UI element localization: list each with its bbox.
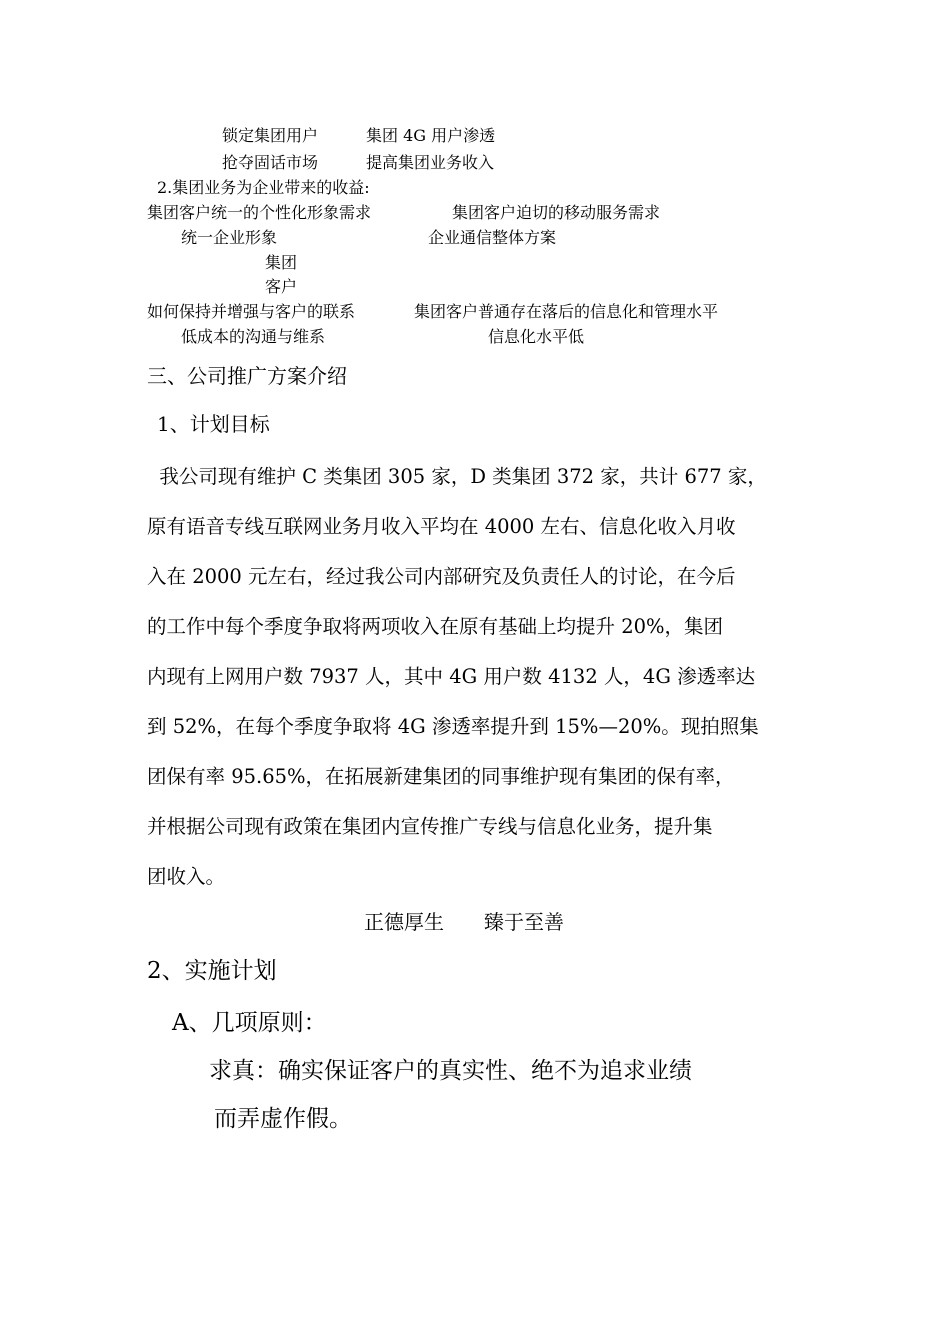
subsection-plan-goal: 1、计划目标 [157,412,270,436]
paragraph-line: 到 52%，在每个季度争取将 4G 渗透率提升到 15%—20%。现拍照集 [147,715,759,738]
principle-truth-line1: 求真：确实保证客户的真实性、绝不为追求业绩 [209,1058,692,1084]
paragraph-line: 的工作中每个季度争取将两项收入在原有基础上均提升 20%，集团 [147,615,724,638]
diagram-row3-right: 集团客户迫切的移动服务需求 [452,203,661,222]
principles-heading: A、几项原则： [172,1010,327,1036]
diagram-heading: 2.集团业务为企业带来的收益: [157,178,370,197]
paragraph-line: 我公司现有维护 C 类集团 305 家，D 类集团 372 家，共计 677 家， [147,465,767,488]
diagram-row2-left: 抢夺固话市场 [222,153,319,172]
paragraph-line: 团保有率 95.65%，在拓展新建集团的同事维护现有集团的保有率， [147,765,735,788]
diagram-center-line2: 客户 [265,277,298,296]
paragraph-line: 入在 2000 元左右，经过我公司内部研究及负责任人的讨论，在今后 [147,565,736,588]
subsection-implementation: 2、实施计划 [147,958,277,984]
paragraph-line: 原有语音专线互联网业务月收入平均在 4000 左右、信息化收入月收 [147,515,736,538]
plan-goal-paragraph [147,452,809,902]
diagram-row3-left: 集团客户统一的个性化形象需求 [147,203,372,222]
diagram-row6-right: 信息化水平低 [488,327,585,346]
diagram-row5-right: 集团客户普通存在落后的信息化和管理水平 [414,302,719,321]
diagram-row1-left: 锁定集团用户 [222,126,319,145]
paragraph-line: 并根据公司现有政策在集团内宣传推广专线与信息化业务，提升集 [147,815,713,838]
diagram-row6-left: 低成本的沟通与维系 [181,327,326,346]
diagram-row4-right: 企业通信整体方案 [428,228,557,247]
diagram-row1-right: 集团 4G 用户渗透 [366,126,496,145]
diagram-row4-left: 统一企业形象 [181,228,278,247]
diagram-center-line1: 集团 [265,253,298,272]
section-title: 三、公司推广方案介绍 [147,364,347,388]
paragraph-line: 内现有上网用户数 7937 人，其中 4G 用户数 4132 人，4G 渗透率达 [147,665,756,688]
diagram-row5-left: 如何保持并增强与客户的联系 [147,302,356,321]
paragraph-line: 团收入。 [147,865,226,888]
company-motto: 正德厚生 臻于至善 [364,910,564,934]
diagram-row2-right: 提高集团业务收入 [366,153,495,172]
principle-truth-line2: 而弄虚作假。 [214,1106,352,1132]
